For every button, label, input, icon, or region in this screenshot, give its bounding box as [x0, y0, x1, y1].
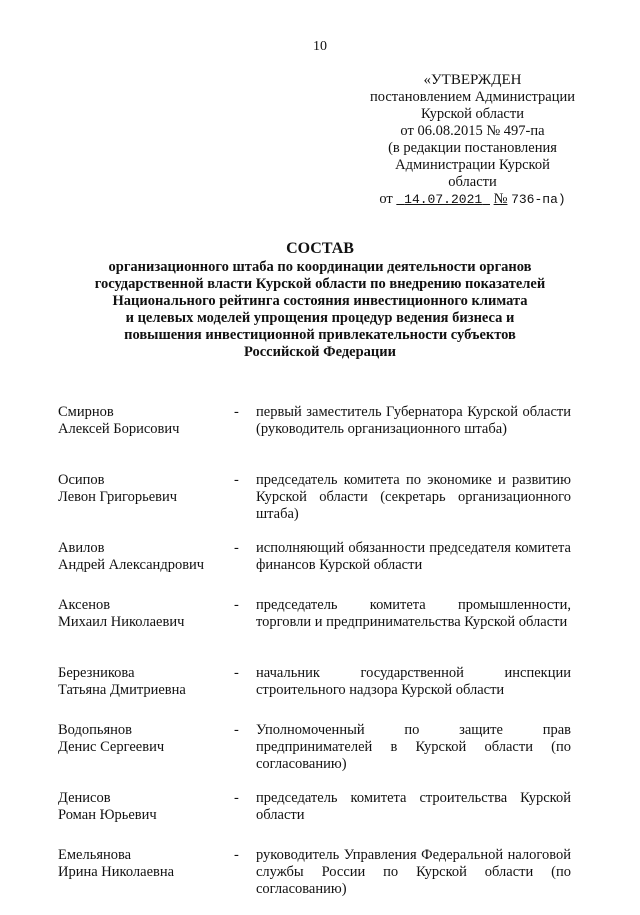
title-line: Российской Федерации — [243, 344, 396, 360]
approval-block — [360, 72, 585, 208]
member-row — [58, 722, 578, 790]
dash: - — [234, 665, 239, 681]
member-row — [58, 540, 578, 597]
title-line: повышения инвестиционной привлекательности субъектов — [124, 327, 516, 343]
dash: - — [234, 472, 239, 488]
approval-heading: «УТВЕРЖДЕН — [423, 72, 522, 88]
amendment-number: 736-па) — [511, 192, 566, 207]
member-position: руководитель Управления Федеральной налоговой службы России по Курской области (по согласованию) — [256, 847, 571, 897]
dash: - — [234, 540, 239, 556]
member-position: первый заместитель Губернатора Курской области (руководитель организационного штаба) — [256, 404, 571, 437]
approval-line: постановлением Администрации — [369, 89, 576, 105]
approval-line: от 06.08.2015 № 497-па — [400, 123, 545, 139]
member-name: Смирнов Алексей Борисович — [58, 404, 180, 437]
member-row — [58, 790, 578, 847]
page-number: 10 — [313, 39, 327, 54]
title-line: и целевых моделей упрощения процедур ведения бизнеса и — [125, 310, 515, 326]
dash: - — [234, 790, 239, 806]
member-row — [58, 597, 578, 665]
title-heading: СОСТАВ — [286, 240, 354, 257]
member-name: Водопьянов Денис Сергеевич — [58, 722, 165, 755]
member-position: исполняющий обязанности председателя комитета финансов Курской области — [256, 540, 571, 573]
dash: - — [234, 722, 239, 738]
member-name: Денисов Роман Юрьевич — [58, 790, 157, 823]
member-row — [58, 665, 578, 722]
member-name: Авилов Андрей Александрович — [58, 540, 205, 573]
date-prefix: от — [379, 191, 393, 207]
member-row — [58, 472, 578, 540]
document-title — [0, 239, 640, 361]
approval-line: области — [448, 174, 497, 190]
approval-date-line — [360, 191, 585, 208]
member-row — [58, 404, 578, 472]
dash: - — [234, 847, 239, 863]
member-name: Аксенов Михаил Николаевич — [58, 597, 185, 630]
member-name: Осипов Левон Григорьевич — [58, 472, 178, 505]
title-line: Национального рейтинга состояния инвестиционного климата — [112, 293, 528, 309]
approval-line: Курской области — [421, 106, 524, 122]
approval-line: (в редакции постановления — [388, 140, 557, 156]
dash: - — [234, 597, 239, 613]
dash: - — [234, 404, 239, 420]
member-position: председатель комитета промышленности, торговли и предпринимательства Курской области — [256, 597, 571, 630]
member-name: Березникова Татьяна Дмитриевна — [58, 665, 186, 698]
approval-line: Администрации Курской — [395, 157, 550, 173]
member-position: Уполномоченный по защите прав предпринимателей в Курской области (по согласованию) — [256, 722, 571, 772]
title-line: организационного штаба по координации деятельности органов — [108, 259, 532, 275]
amendment-date: 14.07.2021 — [404, 192, 483, 207]
members-list — [58, 404, 578, 915]
member-position: председатель комитета строительства Курской области — [256, 790, 571, 823]
title-line: государственной власти Курской области по внедрению показателей — [94, 276, 546, 292]
member-position: председатель комитета по экономике и развитию Курской области (секретарь организационного штаба) — [256, 472, 571, 522]
member-name: Емельянова Ирина Николаевна — [58, 847, 175, 880]
number-prefix: № — [493, 191, 508, 207]
member-position: начальник государственной инспекции строительного надзора Курской области — [256, 665, 571, 698]
